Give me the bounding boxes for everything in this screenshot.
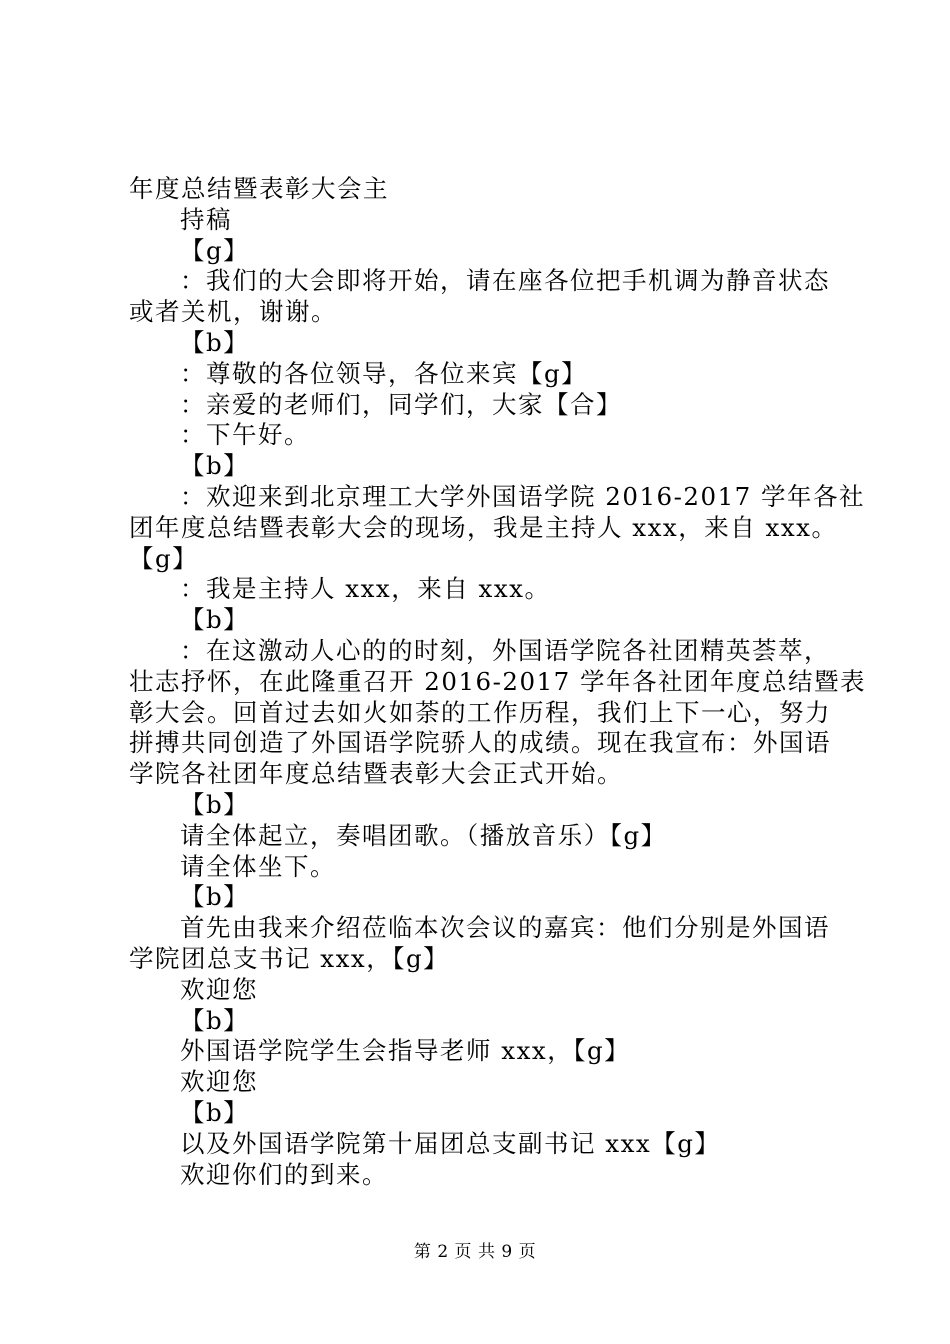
speaker-tag: 【b】: [180, 1097, 250, 1127]
document-body: [129, 174, 867, 1190]
speaker-tag: 【b】: [180, 789, 250, 819]
speaker-tag: 【g】: [180, 235, 250, 265]
speaker-tag: 【g】: [129, 543, 199, 573]
text-line: 外国语学院学生会指导老师 xxx，【g】: [180, 1036, 631, 1066]
text-line: 请全体起立，奏唱团歌。（播放音乐）【g】: [180, 820, 667, 850]
text-line: ：我们的大会即将开始，请在座各位把手机调为静音状态: [180, 266, 830, 296]
text-line: 拼搏共同创造了外国语学院骄人的成绩。现在我宣布：外国语: [129, 728, 831, 758]
text-line: 壮志抒怀，在此隆重召开 2016-2017 学年各社团年度总结暨表: [129, 666, 867, 696]
text-line: 年度总结暨表彰大会主: [129, 174, 389, 203]
speaker-tag: 【b】: [180, 327, 250, 357]
text-line: ：欢迎来到北京理工大学外国语学院 2016-2017 学年各社: [180, 481, 866, 511]
text-line: ：下午好。: [180, 420, 310, 450]
text-line: 彰大会。回首过去如火如荼的工作历程，我们上下一心，努力: [129, 697, 831, 727]
text-line: 首先由我来介绍莅临本次会议的嘉宾：他们分别是外国语: [180, 913, 830, 943]
text-line: 团年度总结暨表彰大会的现场，我是主持人 xxx，来自 xxx。: [129, 512, 838, 542]
text-line: 欢迎您: [180, 974, 258, 1004]
text-line: 学院各社团年度总结暨表彰大会正式开始。: [129, 759, 623, 789]
speaker-tag: 【b】: [180, 605, 250, 635]
text-line: 以及外国语学院第十届团总支副书记 xxx【g】: [180, 1128, 721, 1158]
speaker-tag: 【b】: [180, 882, 250, 912]
speaker-tag: 【b】: [180, 451, 250, 481]
text-line: ：尊敬的各位领导，各位来宾【g】: [180, 358, 588, 388]
text-line: 或者关机，谢谢。: [129, 297, 337, 327]
text-line: ：我是主持人 xxx，来自 xxx。: [180, 574, 551, 604]
text-line: ：在这激动人心的的时刻，外国语学院各社团精英荟萃，: [180, 635, 830, 665]
page-number-footer: 第 2 页 共 9 页: [413, 1242, 537, 1262]
text-line: 学院团总支书记 xxx，【g】: [129, 943, 450, 973]
text-line: 请全体坐下。: [180, 851, 336, 881]
text-line: 欢迎你们的到来。: [180, 1159, 388, 1189]
text-line: ：亲爱的老师们，同学们，大家【合】: [180, 389, 622, 419]
speaker-tag: 【b】: [180, 1005, 250, 1035]
text-line: 欢迎您: [180, 1067, 258, 1097]
text-line: 持稿: [180, 204, 232, 234]
